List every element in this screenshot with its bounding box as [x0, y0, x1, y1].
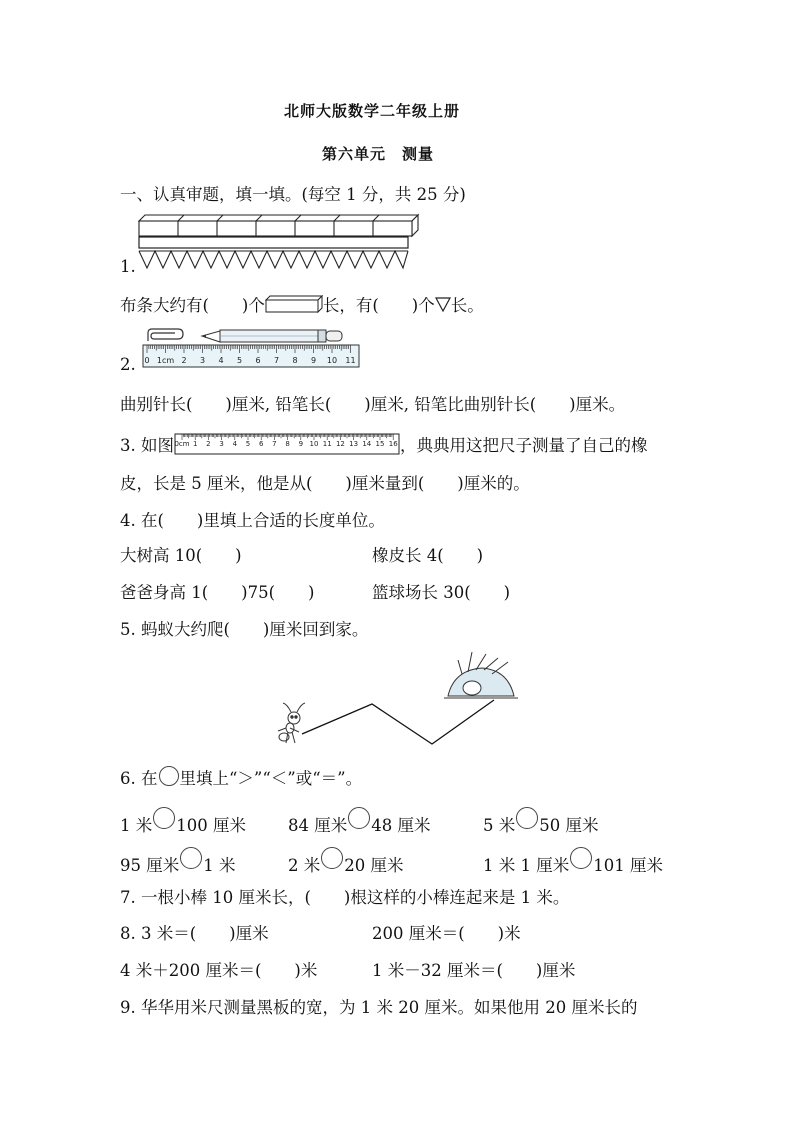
ruler-tick-label: 7 — [272, 440, 277, 448]
q6-right: 100 厘米 — [176, 816, 246, 835]
cuboid-icon — [265, 295, 323, 313]
ruler-tick-label: 3 — [199, 356, 206, 365]
ruler-tick-label: 1 — [192, 440, 198, 448]
ruler-tick-label: 4 — [232, 440, 238, 448]
q2-number: 2. — [120, 355, 136, 374]
q3-line1 — [120, 432, 648, 456]
ruler-tick-label: 9 — [310, 356, 317, 365]
ruler-tick-label: 15 — [375, 440, 385, 448]
q1-text-part3: 长。 — [450, 296, 484, 315]
compare-circle[interactable] — [180, 847, 202, 869]
q3-ruler-icon — [174, 433, 400, 455]
q8-item-c: 4 米＋200 厘米＝( )米 — [120, 961, 318, 980]
q6-left: 84 厘米 — [288, 816, 348, 835]
q6-left: 5 米 — [483, 816, 516, 835]
q3-prefix: 3. 如图 — [120, 436, 174, 455]
ruler-tick-label: 5 — [236, 356, 243, 365]
q6-right: 20 厘米 — [344, 856, 404, 875]
ruler-tick-label: 2 — [206, 440, 211, 448]
q6-heading-part1: 6. 在 — [120, 769, 158, 788]
compare-circle[interactable] — [321, 847, 343, 869]
ruler-tick-label: 9 — [298, 440, 304, 448]
q3-suffix: ，典典用这把尺子测量了自己的橡 — [400, 436, 648, 455]
q6-left: 1 米 — [120, 816, 153, 835]
compare-circle-icon — [159, 766, 179, 786]
ruler-tick-label: 4 — [218, 356, 224, 365]
section-heading: 一、认真审题，填一填。(每空 1 分，共 25 分) — [120, 185, 466, 204]
ruler-tick-label: 2 — [181, 356, 187, 365]
cloth-strip — [139, 237, 408, 248]
q6-left: 1 米 1 厘米 — [483, 856, 570, 875]
unit-title: 第六单元 测量 — [322, 145, 435, 163]
q1-figure — [136, 212, 426, 274]
ruler-tick-label: 5 — [245, 440, 251, 448]
q4-item-tree: 大树高 10( ) — [120, 546, 242, 565]
q4-item-eraser: 橡皮长 4( ) — [372, 546, 484, 565]
ruler-tick-label: 14 — [362, 440, 372, 448]
ruler-tick-label: 3 — [219, 440, 224, 448]
ruler-tick-label: 13 — [349, 440, 359, 448]
ant-icon — [278, 703, 305, 743]
ruler-tick-label: 8 — [292, 356, 298, 365]
doc-title: 北师大版数学二年级上册 — [284, 102, 461, 120]
ruler-tick-label: 0 — [144, 356, 150, 365]
q8-item-b: 200 厘米＝( )米 — [372, 924, 521, 943]
q1-text-part1: 布条大约有( )个 — [120, 296, 265, 315]
ant-home-icon — [444, 652, 518, 698]
q6-left: 95 厘米 — [120, 856, 180, 875]
q6-row-1-item-1 — [120, 807, 246, 836]
ruler-tick-label: 11 — [345, 356, 356, 365]
q6-row-1-item-3 — [483, 807, 599, 836]
q6-right: 48 厘米 — [371, 816, 431, 835]
ruler-tick-label: 12 — [335, 440, 345, 448]
q6-left: 2 米 — [288, 856, 321, 875]
ruler-tick-label: 8 — [285, 440, 290, 448]
q6-row-1-item-2 — [288, 807, 431, 836]
q6-right: 101 厘米 — [593, 856, 663, 875]
ruler-tick-label: 7 — [273, 356, 280, 365]
q6-heading-part2: 里填上“＞”“＜”或“＝”。 — [179, 769, 363, 788]
q1-text — [120, 292, 484, 316]
q5-figure — [272, 648, 524, 748]
ant-path — [302, 700, 494, 744]
compare-circle[interactable] — [153, 807, 175, 829]
ruler-tick-label: 6 — [255, 356, 261, 365]
q1-number: 1. — [120, 257, 136, 276]
ruler-tick-label: 6 — [258, 440, 264, 448]
q4-item-dad-height: 爸爸身高 1( )75( ) — [120, 583, 315, 602]
ruler-tick-label: 16 — [388, 440, 398, 448]
q3-line2: 皮，长是 5 厘米，他是从( )厘米量到( )厘米的。 — [120, 474, 530, 493]
cuboid-row — [139, 215, 418, 236]
triangle-row — [139, 251, 408, 268]
q7-text: 7. 一根小棒 10 厘米长，( )根这样的小棒连起来是 1 米。 — [120, 888, 570, 907]
ruler-tick-label: 11 — [322, 440, 332, 448]
q6-row-2-item-1 — [120, 847, 236, 876]
q6-row-2-item-2 — [288, 847, 404, 876]
q6-heading — [120, 765, 362, 789]
q6-row-2-item-3 — [483, 847, 663, 876]
compare-circle[interactable] — [570, 847, 592, 869]
q6-right: 1 米 — [203, 856, 236, 875]
q1-text-part2: 长，有( )个 — [322, 296, 435, 315]
compare-circle[interactable] — [348, 807, 370, 829]
q8-item-d: 1 米－32 厘米＝( )厘米 — [372, 961, 576, 980]
ruler-tick-label: 1cm — [156, 356, 175, 365]
ruler-tick-label: 10 — [326, 356, 338, 365]
ruler-tick-label: 0cm — [174, 440, 190, 448]
ruler-tick-label: 10 — [309, 440, 319, 448]
q4-item-court: 篮球场长 30( ) — [372, 583, 511, 602]
paperclip-icon — [148, 329, 183, 341]
q6-right: 50 厘米 — [539, 816, 599, 835]
pencil-icon — [202, 330, 342, 342]
q2-text: 曲别针长( )厘米, 铅笔长( )厘米, 铅笔比曲别针长( )厘米。 — [120, 395, 626, 414]
q2-figure — [140, 326, 362, 370]
q4-heading: 4. 在( )里填上合适的长度单位。 — [120, 511, 385, 530]
compare-circle[interactable] — [516, 807, 538, 829]
q9-text: 9. 华华用米尺测量黑板的宽，为 1 米 20 厘米。如果他用 20 厘米长的 — [120, 998, 638, 1017]
q8-item-a: 8. 3 米＝( )厘米 — [120, 924, 269, 943]
q5-text: 5. 蚂蚁大约爬( )厘米回到家。 — [120, 620, 369, 639]
triangle-icon — [435, 297, 451, 312]
ruler-icon — [143, 345, 359, 367]
